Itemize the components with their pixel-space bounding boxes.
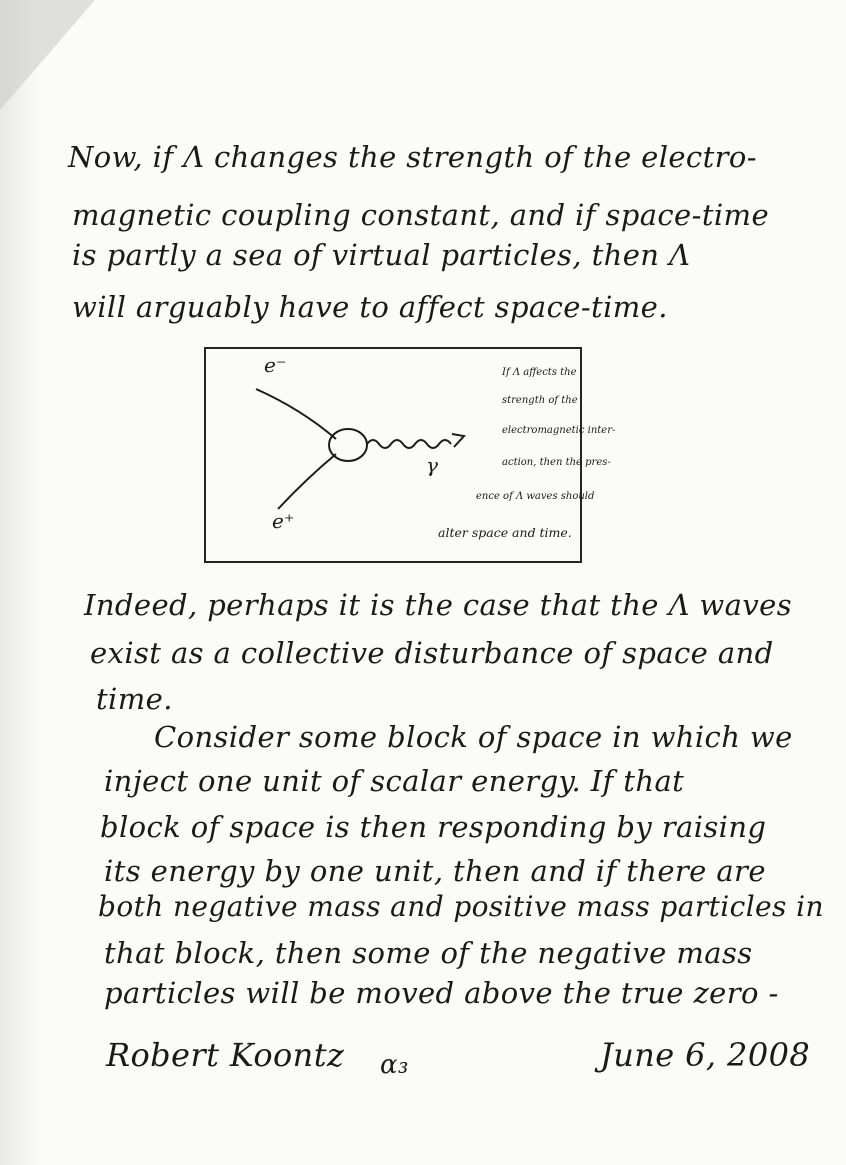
diagram-note-line-1: If Λ affects the — [502, 367, 577, 378]
intro-line-2: magnetic coupling constant, and if space-time — [72, 198, 770, 232]
photon-arrowhead — [452, 434, 464, 447]
diagram-note-line-3: electromagnetic inter- — [502, 425, 616, 436]
positron-line — [278, 454, 336, 509]
body-line-1: Indeed, perhaps it is the case that the Λ waves — [84, 588, 792, 622]
body-line-7: its energy by one unit, then and if there are — [104, 854, 766, 888]
signature: Robert Koontz — [106, 1036, 345, 1074]
intro-line-1: Now, if Λ changes the strength of the electro- — [68, 140, 757, 174]
diagram-note-line-2: strength of the — [502, 395, 578, 406]
intro-line-4: will arguably have to affect space-time. — [72, 290, 668, 324]
body-line-10: particles will be moved above the true zero - — [104, 976, 779, 1010]
diagram-note-line-5: ence of Λ waves should — [476, 491, 595, 502]
diagram-note-line-6: alter space and time. — [438, 525, 572, 540]
date: June 6, 2008 — [600, 1036, 811, 1074]
electron-label: e⁻ — [264, 353, 287, 377]
diagram-note-line-4: action, then the pres- — [502, 457, 611, 468]
body-line-6: block of space is then responding by raising — [100, 810, 767, 844]
positron-label: e⁺ — [272, 509, 295, 533]
body-line-9: that block, then some of the negative mass — [104, 936, 753, 970]
folded-corner — [0, 0, 95, 110]
body-line-2: exist as a collective disturbance of space and — [90, 636, 774, 670]
intro-line-3: is partly a sea of virtual particles, then Λ — [72, 238, 691, 272]
page-marker: α₃ — [380, 1050, 409, 1080]
body-line-5: inject one unit of scalar energy. If that — [104, 764, 685, 798]
body-line-8: both negative mass and positive mass particles in — [98, 890, 824, 923]
photon-wavy-line — [367, 440, 451, 448]
body-line-4: Consider some block of space in which we — [154, 720, 793, 754]
photon-label: γ — [426, 453, 438, 477]
electron-line — [256, 389, 336, 439]
feynman-diagram-box — [204, 347, 616, 563]
vertex-circle — [329, 429, 367, 461]
body-line-3: time. — [96, 682, 173, 716]
page-edge-shadow — [0, 0, 40, 1165]
